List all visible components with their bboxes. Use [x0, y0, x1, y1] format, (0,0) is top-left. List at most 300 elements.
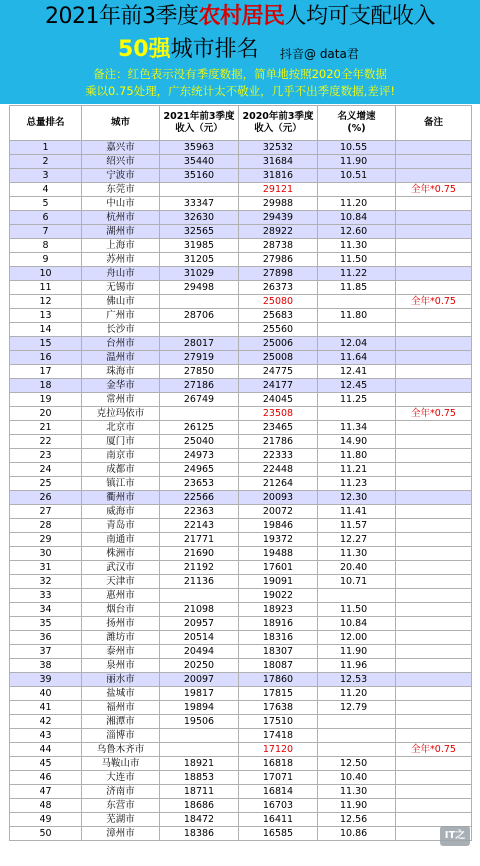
table-row: [10, 701, 472, 715]
income-2020-cell: 31816: [239, 169, 318, 183]
note-cell: 全年*0.75: [396, 183, 472, 197]
rank-cell: 24: [10, 463, 82, 477]
city-cell: 武汉市: [82, 561, 160, 575]
income-2021-cell: 31985: [160, 239, 239, 253]
growth-cell: 11.57: [318, 519, 396, 533]
income-2021-cell: 21136: [160, 575, 239, 589]
city-cell: 长沙市: [82, 323, 160, 337]
income-2021-cell: 19506: [160, 715, 239, 729]
city-cell: 东莞市: [82, 183, 160, 197]
income-2020-cell: 20093: [239, 491, 318, 505]
note-cell: [396, 561, 472, 575]
table-row: [10, 575, 472, 589]
city-cell: 威海市: [82, 505, 160, 519]
table-row: [10, 799, 472, 813]
rank-cell: 37: [10, 645, 82, 659]
note-cell: [396, 617, 472, 631]
city-cell: 宁波市: [82, 169, 160, 183]
title-prefix: 2021年前3季度: [44, 4, 199, 29]
income-2020-cell: 21786: [239, 435, 318, 449]
table-row: [10, 295, 472, 309]
city-cell: 芜湖市: [82, 813, 160, 827]
growth-cell: 10.71: [318, 575, 396, 589]
note-cell: [396, 309, 472, 323]
note-cell: [396, 757, 472, 771]
growth-cell: 11.50: [318, 603, 396, 617]
income-2020-cell: 17638: [239, 701, 318, 715]
growth-cell: 11.85: [318, 281, 396, 295]
income-2020-cell: 25006: [239, 337, 318, 351]
rank-cell: 7: [10, 225, 82, 239]
rank-cell: 31: [10, 561, 82, 575]
table-row: [10, 491, 472, 505]
growth-cell: 11.90: [318, 645, 396, 659]
note-cell: [396, 771, 472, 785]
table-row: [10, 239, 472, 253]
rank-cell: 16: [10, 351, 82, 365]
income-2020-cell: 24775: [239, 365, 318, 379]
income-2021-cell: 21690: [160, 547, 239, 561]
income-2020-cell: 27898: [239, 267, 318, 281]
table-row: [10, 365, 472, 379]
city-cell: 舟山市: [82, 267, 160, 281]
growth-cell: 12.56: [318, 813, 396, 827]
city-cell: 天津市: [82, 575, 160, 589]
rank-cell: 11: [10, 281, 82, 295]
note-cell: [396, 645, 472, 659]
income-2020-cell: 17071: [239, 771, 318, 785]
rank-cell: 19: [10, 393, 82, 407]
income-2020-cell: 26373: [239, 281, 318, 295]
income-2021-cell: 29498: [160, 281, 239, 295]
income-2021-cell: 18686: [160, 799, 239, 813]
city-cell: 马鞍山市: [82, 757, 160, 771]
income-2021-cell: 21192: [160, 561, 239, 575]
income-2021-cell: [160, 407, 239, 421]
table-row: [10, 421, 472, 435]
note-cell: [396, 715, 472, 729]
growth-cell: 10.51: [318, 169, 396, 183]
city-cell: 青岛市: [82, 519, 160, 533]
growth-cell: 12.79: [318, 701, 396, 715]
rank-cell: 18: [10, 379, 82, 393]
rank-cell: 20: [10, 407, 82, 421]
note-cell: [396, 421, 472, 435]
income-2021-cell: 27186: [160, 379, 239, 393]
city-cell: 东营市: [82, 799, 160, 813]
income-2020-cell: 32532: [239, 141, 318, 155]
city-cell: 成都市: [82, 463, 160, 477]
growth-cell: 11.22: [318, 267, 396, 281]
growth-cell: 12.30: [318, 491, 396, 505]
rank-cell: 33: [10, 589, 82, 603]
table-row: [10, 687, 472, 701]
growth-cell: 11.30: [318, 547, 396, 561]
growth-cell: 12.04: [318, 337, 396, 351]
city-cell: 潍坊市: [82, 631, 160, 645]
note-cell: [396, 211, 472, 225]
growth-cell: [318, 715, 396, 729]
income-2020-cell: 18923: [239, 603, 318, 617]
income-2021-cell: 18921: [160, 757, 239, 771]
table-row: [10, 463, 472, 477]
city-cell: 南京市: [82, 449, 160, 463]
city-cell: 常州市: [82, 393, 160, 407]
income-2021-cell: [160, 589, 239, 603]
city-cell: 温州市: [82, 351, 160, 365]
city-cell: 扬州市: [82, 617, 160, 631]
income-2020-cell: 25080: [239, 295, 318, 309]
growth-cell: 20.40: [318, 561, 396, 575]
table-header-row: [10, 106, 472, 141]
title-suffix: 人均可支配收入: [284, 4, 436, 29]
page-subtitle: [118, 36, 259, 64]
income-2020-cell: 28922: [239, 225, 318, 239]
city-cell: 漳州市: [82, 827, 160, 841]
growth-cell: 12.27: [318, 533, 396, 547]
note-cell: [396, 463, 472, 477]
income-2021-cell: 31205: [160, 253, 239, 267]
title-banner: [0, 0, 480, 104]
income-2021-cell: 19817: [160, 687, 239, 701]
growth-cell: 11.80: [318, 449, 396, 463]
income-2020-cell: 25560: [239, 323, 318, 337]
income-2021-cell: 19894: [160, 701, 239, 715]
income-2021-cell: 24973: [160, 449, 239, 463]
note-cell: [396, 785, 472, 799]
income-2021-cell: 22363: [160, 505, 239, 519]
table-row: [10, 533, 472, 547]
growth-cell: 10.84: [318, 211, 396, 225]
rank-cell: 14: [10, 323, 82, 337]
table-row: [10, 561, 472, 575]
income-2020-cell: 17601: [239, 561, 318, 575]
income-2021-cell: 21098: [160, 603, 239, 617]
income-2021-cell: 25040: [160, 435, 239, 449]
note-cell: [396, 547, 472, 561]
city-cell: 镇江市: [82, 477, 160, 491]
note-cell: [396, 225, 472, 239]
col-header-growth: 名义增速 (%): [318, 106, 396, 141]
income-2021-cell: 20514: [160, 631, 239, 645]
growth-cell: 11.96: [318, 659, 396, 673]
table-row: [10, 435, 472, 449]
subtitle-text: 城市排名: [170, 37, 259, 62]
city-cell: 丽水市: [82, 673, 160, 687]
table-row: [10, 253, 472, 267]
table-row: [10, 659, 472, 673]
rank-cell: 8: [10, 239, 82, 253]
income-2021-cell: 35160: [160, 169, 239, 183]
rank-cell: 49: [10, 813, 82, 827]
table-row: [10, 211, 472, 225]
rank-cell: 29: [10, 533, 82, 547]
income-2020-cell: 16703: [239, 799, 318, 813]
city-cell: 苏州市: [82, 253, 160, 267]
table-row: [10, 757, 472, 771]
note-cell: [396, 799, 472, 813]
income-2020-cell: 16585: [239, 827, 318, 841]
table-row: [10, 379, 472, 393]
income-2021-cell: 20494: [160, 645, 239, 659]
income-2021-cell: 18472: [160, 813, 239, 827]
table-row: [10, 393, 472, 407]
rank-cell: 44: [10, 743, 82, 757]
city-cell: 烟台市: [82, 603, 160, 617]
growth-cell: 11.50: [318, 253, 396, 267]
city-cell: 绍兴市: [82, 155, 160, 169]
note-line-2: 乘以0.75处理，广东统计太不敬业，几乎不出季度数据,差评!: [85, 84, 395, 98]
income-2020-cell: 17418: [239, 729, 318, 743]
growth-cell: 10.40: [318, 771, 396, 785]
city-cell: 淄博市: [82, 729, 160, 743]
income-2020-cell: 20072: [239, 505, 318, 519]
growth-cell: 12.53: [318, 673, 396, 687]
growth-cell: 11.41: [318, 505, 396, 519]
table-row: [10, 785, 472, 799]
income-2021-cell: 18853: [160, 771, 239, 785]
note-cell: [396, 169, 472, 183]
growth-cell: 10.55: [318, 141, 396, 155]
note-cell: [396, 729, 472, 743]
rank-cell: 41: [10, 701, 82, 715]
city-cell: 乌鲁木齐市: [82, 743, 160, 757]
income-2020-cell: 18087: [239, 659, 318, 673]
city-cell: 嘉兴市: [82, 141, 160, 155]
income-2020-cell: 23508: [239, 407, 318, 421]
table-row: [10, 673, 472, 687]
table-row: [10, 603, 472, 617]
city-cell: 金华市: [82, 379, 160, 393]
rank-cell: 46: [10, 771, 82, 785]
growth-cell: 11.34: [318, 421, 396, 435]
table-row: [10, 197, 472, 211]
income-2021-cell: 26749: [160, 393, 239, 407]
note-cell: 全年*0.75: [396, 407, 472, 421]
title-highlight: 农村居民: [198, 4, 285, 29]
income-2021-cell: 31029: [160, 267, 239, 281]
city-cell: 盐城市: [82, 687, 160, 701]
rank-cell: 23: [10, 449, 82, 463]
col-header-income-2021: 2021年前3季度 收入（元）: [160, 106, 239, 141]
income-2021-cell: 22566: [160, 491, 239, 505]
col-header-rank: 总量排名: [10, 106, 82, 141]
growth-cell: [318, 743, 396, 757]
city-cell: 广州市: [82, 309, 160, 323]
income-2020-cell: 24045: [239, 393, 318, 407]
rank-cell: 32: [10, 575, 82, 589]
table-row: [10, 729, 472, 743]
rank-cell: 47: [10, 785, 82, 799]
rank-cell: 27: [10, 505, 82, 519]
rank-cell: 45: [10, 757, 82, 771]
growth-cell: 12.50: [318, 757, 396, 771]
growth-cell: 11.20: [318, 687, 396, 701]
table-body: [10, 141, 472, 841]
city-cell: 大连市: [82, 771, 160, 785]
income-2020-cell: 29988: [239, 197, 318, 211]
income-2021-cell: 35440: [160, 155, 239, 169]
rank-cell: 39: [10, 673, 82, 687]
income-2021-cell: 33347: [160, 197, 239, 211]
city-cell: 厦门市: [82, 435, 160, 449]
note-cell: [396, 519, 472, 533]
growth-cell: 11.21: [318, 463, 396, 477]
rank-cell: 13: [10, 309, 82, 323]
income-2020-cell: 21264: [239, 477, 318, 491]
table-row: [10, 169, 472, 183]
income-2020-cell: 18307: [239, 645, 318, 659]
income-2021-cell: 20957: [160, 617, 239, 631]
note-cell: [396, 323, 472, 337]
note-cell: [396, 141, 472, 155]
rank-cell: 5: [10, 197, 82, 211]
income-2021-cell: 23653: [160, 477, 239, 491]
note-cell: [396, 365, 472, 379]
table-row: [10, 589, 472, 603]
income-2020-cell: 17510: [239, 715, 318, 729]
note-cell: [396, 267, 472, 281]
table-row: [10, 449, 472, 463]
city-cell: 上海市: [82, 239, 160, 253]
city-cell: 泉州市: [82, 659, 160, 673]
income-2021-cell: 26125: [160, 421, 239, 435]
growth-cell: 11.90: [318, 799, 396, 813]
table-row: [10, 351, 472, 365]
income-2020-cell: 19091: [239, 575, 318, 589]
note-cell: [396, 449, 472, 463]
rank-cell: 6: [10, 211, 82, 225]
note-cell: [396, 813, 472, 827]
income-2020-cell: 19022: [239, 589, 318, 603]
income-2020-cell: 25683: [239, 309, 318, 323]
table-row: [10, 267, 472, 281]
income-2021-cell: 20250: [160, 659, 239, 673]
income-2020-cell: 19846: [239, 519, 318, 533]
income-2021-cell: 22143: [160, 519, 239, 533]
income-2021-cell: [160, 295, 239, 309]
note-cell: [396, 253, 472, 267]
city-cell: 台州市: [82, 337, 160, 351]
income-2020-cell: 29121: [239, 183, 318, 197]
income-2021-cell: 27919: [160, 351, 239, 365]
note-cell: [396, 155, 472, 169]
income-2020-cell: 29439: [239, 211, 318, 225]
page-title: [0, 3, 480, 31]
growth-cell: 10.86: [318, 827, 396, 841]
note-cell: [396, 435, 472, 449]
note-cell: [396, 533, 472, 547]
growth-cell: 11.23: [318, 477, 396, 491]
growth-cell: 11.30: [318, 239, 396, 253]
growth-cell: [318, 295, 396, 309]
income-2021-cell: 35963: [160, 141, 239, 155]
table-row: [10, 505, 472, 519]
growth-cell: [318, 183, 396, 197]
city-cell: 克拉玛依市: [82, 407, 160, 421]
rank-cell: 28: [10, 519, 82, 533]
note-cell: [396, 393, 472, 407]
city-cell: 衢州市: [82, 491, 160, 505]
note-cell: [396, 477, 472, 491]
rank-cell: 42: [10, 715, 82, 729]
city-cell: 无锡市: [82, 281, 160, 295]
growth-cell: 11.25: [318, 393, 396, 407]
note-cell: [396, 337, 472, 351]
col-header-city: 城市: [82, 106, 160, 141]
city-cell: 杭州市: [82, 211, 160, 225]
income-2020-cell: 31684: [239, 155, 318, 169]
rank-cell: 26: [10, 491, 82, 505]
table-row: [10, 617, 472, 631]
note-cell: [396, 379, 472, 393]
growth-cell: 10.84: [318, 617, 396, 631]
growth-cell: 12.45: [318, 379, 396, 393]
col-header-note: 备注: [396, 106, 472, 141]
growth-cell: 11.64: [318, 351, 396, 365]
rank-cell: 12: [10, 295, 82, 309]
rank-cell: 15: [10, 337, 82, 351]
note-cell: [396, 491, 472, 505]
income-2021-cell: 24965: [160, 463, 239, 477]
growth-cell: 11.90: [318, 155, 396, 169]
rank-cell: 34: [10, 603, 82, 617]
growth-cell: 11.80: [318, 309, 396, 323]
note-cell: 全年*0.75: [396, 295, 472, 309]
growth-cell: [318, 729, 396, 743]
income-2020-cell: 17815: [239, 687, 318, 701]
rank-cell: 36: [10, 631, 82, 645]
note-line-1: 备注：红色表示没有季度数据，简单地按照2020全年数据: [93, 67, 387, 81]
income-2021-cell: 18386: [160, 827, 239, 841]
note-cell: [396, 197, 472, 211]
note-cell: [396, 673, 472, 687]
note-cell: [396, 239, 472, 253]
city-cell: 北京市: [82, 421, 160, 435]
rank-cell: 43: [10, 729, 82, 743]
rank-cell: 21: [10, 421, 82, 435]
income-2020-cell: 18316: [239, 631, 318, 645]
income-2020-cell: 28738: [239, 239, 318, 253]
rank-cell: 38: [10, 659, 82, 673]
income-2021-cell: 28017: [160, 337, 239, 351]
table-row: [10, 547, 472, 561]
note-cell: [396, 659, 472, 673]
income-2021-cell: [160, 183, 239, 197]
income-2020-cell: 25008: [239, 351, 318, 365]
city-cell: 湘潭市: [82, 715, 160, 729]
note-cell: [396, 603, 472, 617]
income-2021-cell: [160, 729, 239, 743]
income-2021-cell: 18711: [160, 785, 239, 799]
growth-cell: [318, 407, 396, 421]
rank-cell: 30: [10, 547, 82, 561]
income-2021-cell: [160, 743, 239, 757]
income-2021-cell: 32630: [160, 211, 239, 225]
table-row: [10, 743, 472, 757]
city-cell: 珠海市: [82, 365, 160, 379]
note-cell: [396, 505, 472, 519]
income-2021-cell: [160, 323, 239, 337]
income-2020-cell: 16818: [239, 757, 318, 771]
table-row: [10, 519, 472, 533]
city-cell: 济南市: [82, 785, 160, 799]
growth-cell: 12.60: [318, 225, 396, 239]
city-cell: 株洲市: [82, 547, 160, 561]
author-watermark: 抖音@ data君: [280, 47, 359, 61]
table-row: [10, 155, 472, 169]
note-cell: [396, 589, 472, 603]
